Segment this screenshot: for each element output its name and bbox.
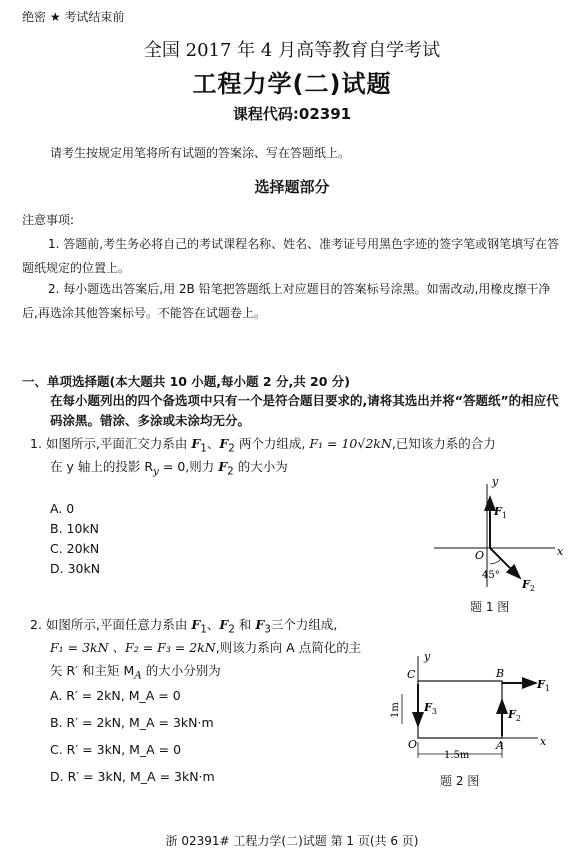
origin-label: O [408,738,418,751]
notice-item-1: 1. 答题前,考生务必将自己的考试课程名称、姓名、准考证号用黑色字迹的签字笔或钢笔填写在答题纸规定的位置上。 [22,237,560,275]
exam-title: 全国 2017 年 4 月高等教育自学考试 [143,40,441,61]
figure-1-caption: 题 1 图 [470,600,510,614]
dim-vertical-label: 1m [390,702,401,718]
y-axis-label: y [424,650,431,663]
q1-option-a[interactable]: A. 0 [50,501,75,516]
angle-label: 45° [482,570,500,581]
subject-title: 工程力学(二)试题 [192,70,392,98]
q2-option-c[interactable]: C. R′ = 3kN, M_A = 0 [50,742,182,757]
q2-option-a[interactable]: A. R′ = 2kN, M_A = 0 [50,688,181,703]
instruction-text: 请考生按规定用笔将所有试题的答案涂、写在答题纸上。 [50,146,351,160]
y-axis-label: y [492,475,499,488]
origin-label: O [475,549,485,562]
x-axis-label: x [557,545,564,558]
f2-label: $F_2$ [508,708,521,723]
notice-heading: 注意事项: [22,213,75,227]
point-c-label: C [407,668,416,681]
q2-option-d[interactable]: D. R′ = 3kN, M_A = 3kN·m [50,769,215,784]
dim-horizontal-label: 1.5m [444,750,470,761]
f3-label: $F_3$ [424,701,437,716]
secret-label: 绝密 ★ 考试结束前 [22,10,125,24]
part1-description: 在每小题列出的四个备选项中只有一个是符合题目要求的,请将其选出并将“答题纸”的相应代码涂黑。错涂、多涂或未涂均无分。 [50,393,559,428]
question-2: 2. 如图所示,平面任意力系由 $F_1$、$F_2$ 和 $F_3$三个力组成, [30,617,338,636]
part1-heading: 一、单项选择题(本大题共 10 小题,每小题 2 分,共 20 分) [22,374,351,389]
course-code: 课程代码:02391 [232,105,352,123]
question-1-line2: 在 y 轴上的投影 $R_y = 0$,则力 $F_2$ 的大小为 [50,459,288,478]
point-a-label: A [496,739,504,752]
page-footer: 浙 02391# 工程力学(二)试题 第 1 页(共 6 页) [165,834,419,848]
notice-item-2: 2. 每小题选出答案后,用 2B 铅笔把答题纸上对应题目的答案标号涂黑。如需改动,用橡皮擦干净后,再选涂其他答案标号。不能答在试题卷上。 [22,282,551,320]
f1-label: $F_1$ [537,678,550,693]
figure-1-diagram [420,472,570,592]
f2-label: $F_2$ [522,578,535,592]
question-1: 1. 如图所示,平面汇交力系由 $F_1$、$F_2$ 两个力组成, F₁ = 10√2kN,已知该力系的合力 [30,436,496,455]
q2-option-b[interactable]: B. R′ = 2kN, M_A = 3kN·m [50,715,214,730]
q1-option-c[interactable]: C. 20kN [50,541,100,556]
q1-option-b[interactable]: B. 10kN [50,521,100,536]
f1-label: $F_1$ [494,505,507,520]
x-axis-label: x [540,735,547,748]
point-b-label: B [496,667,505,680]
section-title: 选择题部分 [254,178,330,196]
angle-arc [490,559,501,564]
question-2-line3: 矢 R′ 和主矩 $M_A$ 的大小分别为 [50,663,221,682]
figure-2-diagram [388,648,560,766]
figure-2-caption: 题 2 图 [440,774,480,788]
q1-option-d[interactable]: D. 30kN [50,561,101,576]
question-2-line2: F₁ = 3kN 、F₂ = F₃ = 2kN,则该力系向 A 点简化的主 [50,640,362,655]
